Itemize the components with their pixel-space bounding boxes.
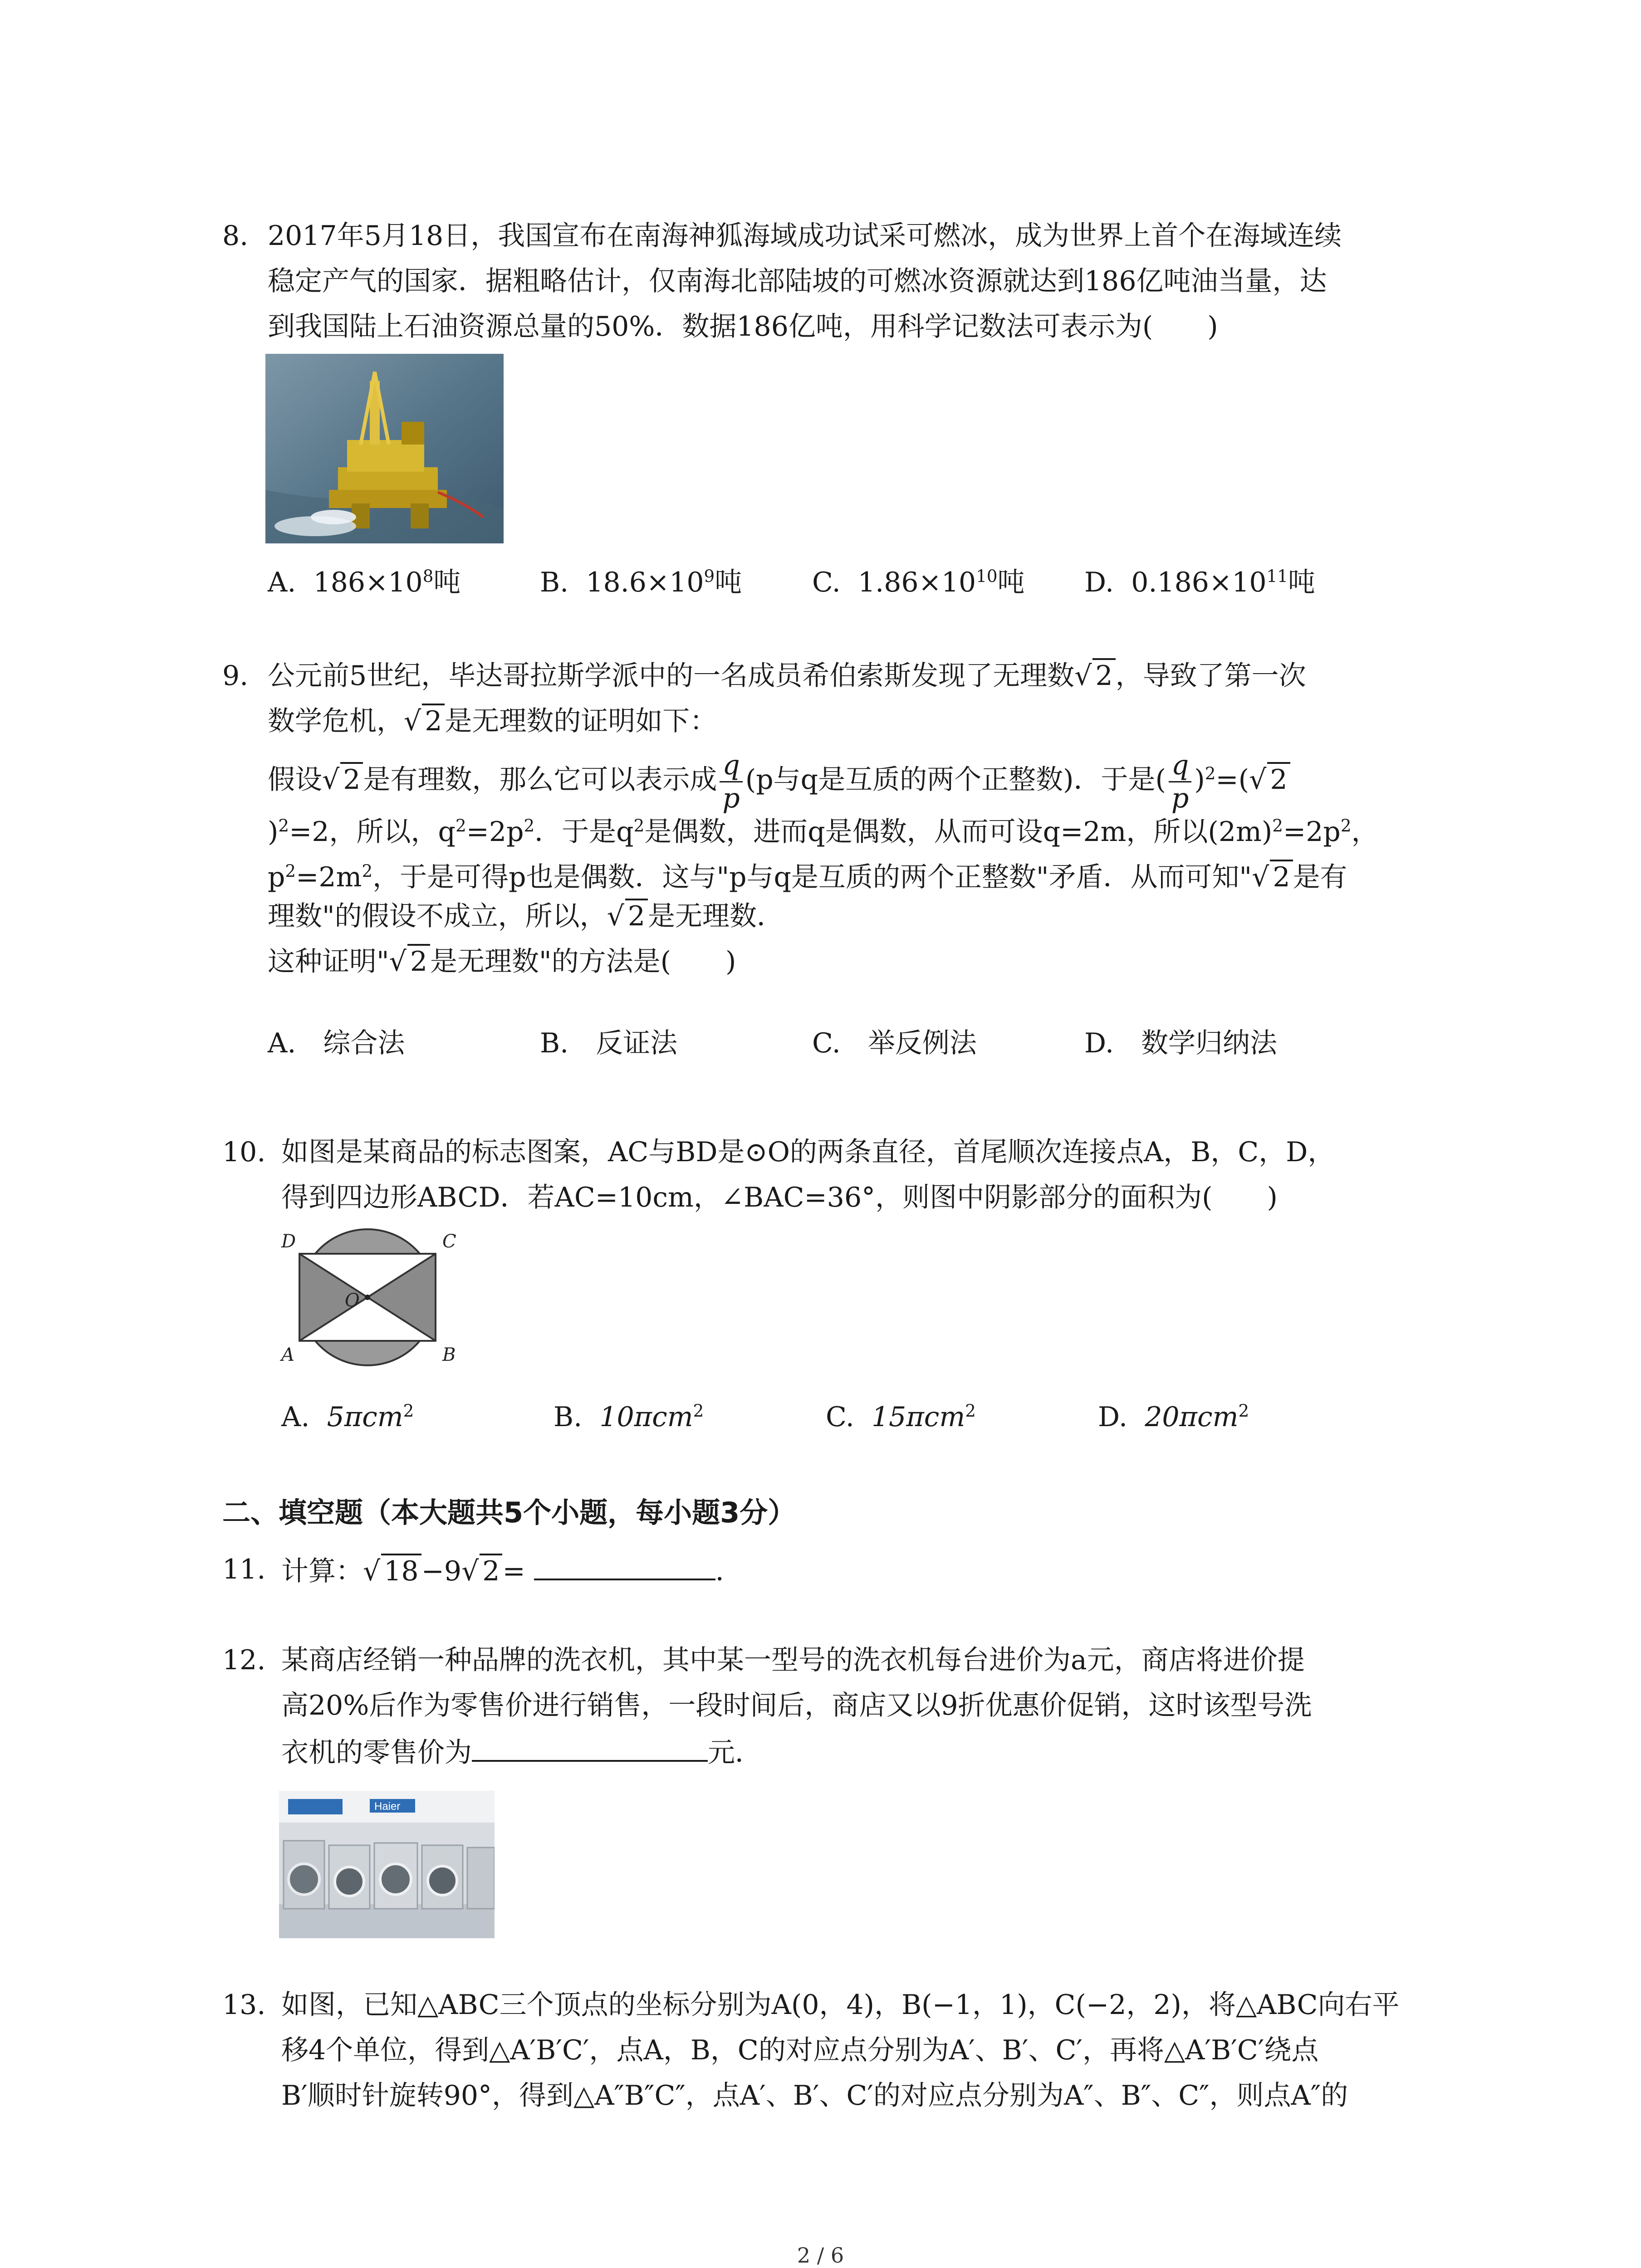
option-c[interactable]: C. $1.86\times 10^{10}$吨 bbox=[812, 566, 1025, 598]
option-b[interactable]: B. $18.6\times 10^9$吨 bbox=[540, 566, 742, 598]
question-text-line: 高20%后作为零售价进行销售，一段时间后，商店又以9折优惠价促销，这时该型号洗 bbox=[281, 1690, 1312, 1721]
fraction-q-over-p: $\frac{q}{p}$ bbox=[720, 749, 742, 814]
question-text-line: 移4个单位，得到△A′B′C′，点A，B，C的对应点分别为A′、B′、C′，再将△A′B′C′绕点 bbox=[281, 2034, 1319, 2066]
question-10 bbox=[222, 1129, 1456, 1220]
question-text-line: 如图，已知△ABC三个顶点的坐标分别为A(0，4)，B(−1，1)，C(−2，2)，将△ABC向右平 bbox=[281, 1989, 1400, 2021]
question-12 bbox=[222, 1637, 1456, 1774]
question-10-options bbox=[281, 1388, 1506, 1433]
answer-blank[interactable] bbox=[472, 1728, 708, 1762]
question-text-line: 衣机的零售价为 元． bbox=[281, 1728, 1456, 1774]
option-a[interactable]: A. 5πcm$^2$ bbox=[281, 1401, 414, 1433]
question-text-line: 2017年5月18日，我国宣布在南海神狐海域成功试采可燃冰，成为世界上首个在海域连续 bbox=[268, 220, 1342, 252]
question-text-line: 公元前5世纪，毕达哥拉斯学派中的一名成员希伯索斯发现了无理数√ 2 ，导致了第一次 bbox=[268, 653, 1456, 699]
label-b: B bbox=[442, 1344, 456, 1365]
question-text-line: 假设√ 2 是有理数，那么它可以表示成 $\frac{q}{p}$ (p与q是互质的两个正整数)．于是( $\frac{q}{p}$ )$^2$=(√ 2 bbox=[268, 744, 1456, 803]
option-a[interactable]: A. $186\times 10^8$吨 bbox=[268, 566, 461, 598]
question-text-line: $p^2=2m^2$，于是可得p也是偶数．这与"p与q是互质的两个正整数"矛盾．从而可知"√ 2 是有 bbox=[268, 848, 1456, 894]
question-text-line: )$^2$=2，所以，$q^2=2p^2$．于是$q^2$是偶数，进而q是偶数，从而可设q=2m，所以$(2m)^2=2p^2$， bbox=[268, 816, 1379, 848]
brand-sign: Haier bbox=[374, 1800, 401, 1813]
question-9-options bbox=[268, 1021, 1493, 1066]
option-d[interactable]: D. 20πcm$^2$ bbox=[1098, 1401, 1249, 1433]
option-b[interactable]: B. 反证法 bbox=[540, 1027, 678, 1059]
section-header: 二、填空题（本大题共5个小题，每小题3分） bbox=[222, 1496, 796, 1529]
logo-figure bbox=[268, 1225, 467, 1370]
question-9 bbox=[222, 653, 1456, 984]
label-d: D bbox=[281, 1231, 296, 1252]
question-text-line: 数学危机，√ 2 是无理数的证明如下： bbox=[268, 699, 1456, 744]
question-text-line: 某商店经销一种品牌的洗衣机，其中某一型号的洗衣机每台进价为a元，商店将进价提 bbox=[281, 1644, 1305, 1676]
question-number: 10. bbox=[222, 1136, 266, 1168]
option-d[interactable]: D. 数学归纳法 bbox=[1084, 1027, 1278, 1059]
washing-machines-photo bbox=[279, 1791, 495, 1938]
question-text-line: 计算：√ 18 −9√ 2 = ． bbox=[281, 1547, 1456, 1592]
question-number: 12. bbox=[222, 1644, 266, 1676]
question-8 bbox=[222, 213, 1456, 349]
question-text-line: 稳定产气的国家．据粗略估计，仅南海北部陆坡的可燃冰资源就达到186亿吨油当量，达 bbox=[268, 265, 1327, 297]
question-text-line: 得到四边形ABCD．若AC=10cm，∠BAC=36°，则图中阴影部分的面积为( ) bbox=[281, 1182, 1278, 1213]
drilling-platform-photo bbox=[265, 354, 504, 543]
question-number: 9. bbox=[222, 660, 249, 692]
answer-blank[interactable] bbox=[534, 1547, 715, 1580]
option-a[interactable]: A. 综合法 bbox=[268, 1027, 405, 1059]
question-11 bbox=[222, 1547, 1456, 1592]
question-number: 13. bbox=[222, 1989, 266, 2021]
label-c: C bbox=[442, 1231, 456, 1252]
question-text-line: 如图是某商品的标志图案，AC与BD是⊙O的两条直径，首尾顺次连接点A，B，C，D， bbox=[281, 1136, 1335, 1168]
question-text-line: B′顺时针旋转90°，得到△A″B″C″，点A′、B′、C′的对应点分别为A″、B″、C″，则点A″的 bbox=[281, 2080, 1348, 2112]
option-c[interactable]: C. 举反例法 bbox=[812, 1027, 977, 1059]
label-a: A bbox=[281, 1344, 294, 1365]
label-o: O bbox=[345, 1290, 360, 1311]
question-13 bbox=[222, 1982, 1456, 2118]
question-number: 11. bbox=[222, 1554, 266, 1585]
question-text-line: 理数"的假设不成立，所以，√ 2 是无理数． bbox=[268, 894, 1456, 939]
question-number: 8. bbox=[222, 220, 249, 252]
question-text-line: 这种证明"√ 2 是无理数"的方法是( ) bbox=[268, 939, 1456, 984]
question-text-line: 到我国陆上石油资源总量的50%．数据186亿吨，用科学记数法可表示为( ) bbox=[268, 311, 1218, 342]
question-8-options bbox=[268, 553, 1493, 599]
option-c[interactable]: C. 15πcm$^2$ bbox=[826, 1401, 976, 1433]
option-d[interactable]: D. $0.186\times 10^{11}$吨 bbox=[1084, 566, 1315, 598]
page-number: 2 / 6 bbox=[797, 2243, 844, 2268]
option-b[interactable]: B. 10πcm$^2$ bbox=[554, 1401, 704, 1433]
